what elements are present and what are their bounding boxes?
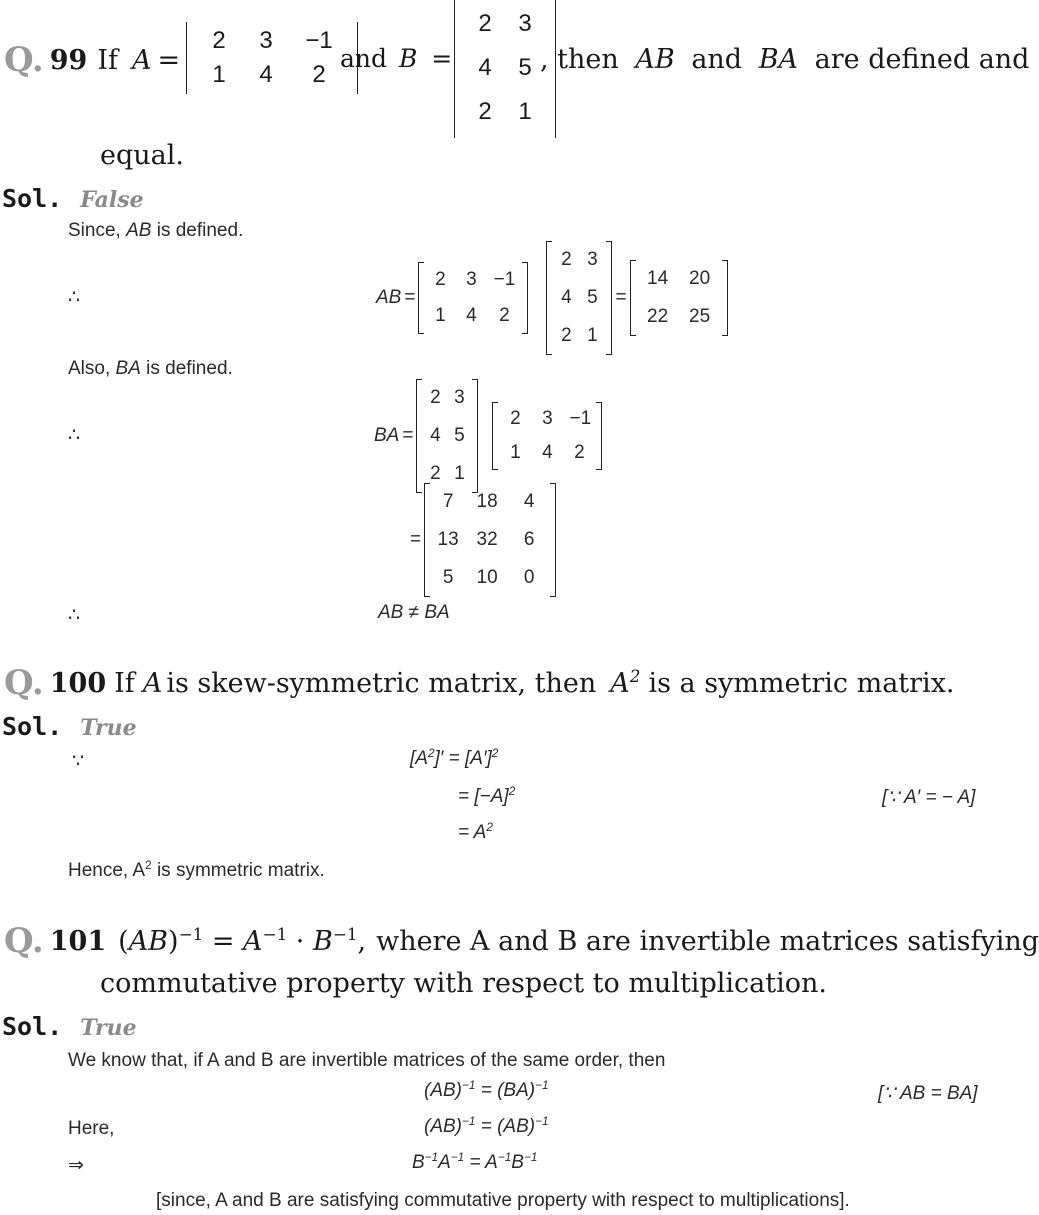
q101-question [4, 916, 1039, 966]
sol100-label: Sol. [2, 712, 63, 741]
matrix-cell: 4 [478, 54, 492, 81]
also-defined: is defined. [146, 358, 233, 379]
ba-product [374, 384, 602, 488]
q101-formula: $(AB)^{-1} = A^{-1} \cdot B^{-1}$, [118, 923, 367, 957]
ab-matrix-2 [546, 241, 612, 355]
ab-product [376, 246, 728, 350]
sol101-reason: [∵ AB = BA] [878, 1083, 978, 1104]
q99-B: B [398, 44, 418, 73]
matrix-cell: 1 [510, 442, 521, 463]
matrix-A-grid [186, 22, 358, 94]
matrix-cell: 2 [499, 305, 510, 326]
q100-number: 100 [49, 667, 107, 699]
q99-matrix-A [186, 22, 358, 94]
matrix-cell: −1 [305, 27, 333, 54]
hence-pre: Hence, A [68, 860, 146, 881]
ba-matrix-result [424, 483, 556, 597]
matrix-cell: 1 [587, 325, 598, 346]
q100-if: If [114, 667, 135, 699]
sol99-verdict: False [80, 187, 144, 213]
q99-if: If [97, 44, 119, 76]
matrix-cell: 4 [542, 442, 553, 463]
q99-eq2: = [431, 44, 453, 73]
matrix-cell: 4 [259, 61, 273, 88]
q99-defined: are defined and [814, 44, 1030, 75]
matrix-cell: 4 [430, 425, 441, 446]
sol101-eq2: (AB)$^{-1}$ = (AB)$^{-1}$ [424, 1114, 549, 1137]
sol100-reason: [∵ A′ = − A] [882, 787, 976, 808]
matrix-cell: 3 [542, 408, 553, 429]
since-AB: AB [126, 220, 152, 241]
sol101-final-note: [since, A and B are satisfying commutative property with respect to multiplications]. [156, 1190, 850, 1211]
matrix-cell: 4 [466, 305, 477, 326]
sol100-line2 [458, 786, 515, 808]
therefore-3: ∴ [68, 605, 81, 626]
sol101-intro: We know that, if A and B are invertible matrices of the same order, then [68, 1050, 666, 1071]
q99-tail [540, 44, 1029, 75]
since-text: Since, [68, 220, 121, 241]
sol101-eq3: $B^{-1}A^{-1} = A^{-1}B^{-1}$ [412, 1150, 538, 1173]
q99-BA: BA [758, 44, 799, 75]
matrix-cell: 2 [561, 325, 572, 346]
ab-eq2: = [615, 287, 627, 308]
matrix-cell: 14 [647, 268, 669, 289]
sol101-implies: ⇒ [68, 1155, 84, 1176]
hence-post: is symmetric matrix. [156, 860, 325, 881]
q101-marker: Q. [4, 921, 44, 961]
q99-and2: and [691, 44, 743, 75]
hence-exp: 2 [145, 858, 152, 872]
q101-line2: commutative property with respect to multiplication. [100, 968, 827, 999]
matrix-cell: 7 [442, 491, 454, 512]
matrix-cell: 1 [212, 61, 226, 88]
matrix-cell: 3 [259, 27, 273, 54]
ba-matrix-1 [416, 379, 478, 493]
matrix-cell: 22 [647, 306, 669, 327]
q99-and: and [340, 44, 388, 73]
matrix-cell: 2 [435, 269, 446, 290]
sol100-header [2, 712, 137, 741]
l2-exp: 2 [508, 784, 516, 798]
q100-A2 [610, 665, 641, 699]
l3-exp: 2 [486, 820, 493, 834]
matrix-cell: 2 [478, 98, 492, 125]
q99-then: , then [540, 44, 619, 75]
therefore-1: ∴ [68, 287, 81, 308]
sol101-header [2, 1012, 137, 1041]
matrix-cell: 2 [212, 27, 226, 54]
matrix-cell: 2 [312, 61, 326, 88]
matrix-cell: 3 [454, 387, 465, 408]
l1-lhs: [A [410, 748, 428, 769]
because: ∵ [72, 751, 85, 772]
matrix-cell: 5 [442, 567, 454, 588]
matrix-cell: 3 [518, 10, 532, 37]
q100-A2-exp: 2 [629, 665, 641, 686]
matrix-cell: 6 [523, 529, 535, 550]
also-text: Also, [68, 358, 111, 379]
matrix-cell: 5 [454, 425, 465, 446]
matrix-cell: 4 [523, 491, 535, 512]
since-defined: is defined. [156, 220, 244, 241]
matrix-cell: 25 [689, 306, 711, 327]
matrix-cell: 32 [476, 529, 498, 550]
q99-AB: AB [635, 44, 675, 75]
l1-exp1: 2 [427, 746, 435, 760]
matrix-cell: 2 [561, 249, 572, 270]
l3-text: = A [458, 822, 487, 843]
sol100-line1 [410, 748, 498, 770]
matrix-cell: −1 [569, 408, 592, 429]
q99-line2: equal. [100, 140, 184, 171]
sol100-verdict: True [80, 715, 137, 741]
q99-and-B [340, 44, 452, 73]
matrix-cell: 3 [587, 249, 598, 270]
matrix-cell: 1 [454, 463, 465, 484]
sol101-verdict: True [80, 1015, 137, 1041]
matrix-cell: 5 [587, 287, 598, 308]
therefore-2: ∴ [68, 425, 81, 446]
q99-marker: Q. [4, 40, 44, 80]
sol100-line3 [458, 822, 493, 844]
matrix-cell: 5 [518, 54, 532, 81]
sol100-hence [68, 860, 325, 882]
ab-eq1: = [404, 287, 416, 308]
q101-number: 101 [49, 925, 107, 957]
matrix-cell: 10 [476, 567, 498, 588]
matrix-cell: 3 [466, 269, 477, 290]
matrix-cell: 13 [437, 529, 459, 550]
q99-A: A [132, 44, 152, 76]
matrix-cell: 18 [476, 491, 498, 512]
l2-text: = [−A] [458, 786, 509, 807]
matrix-cell: 2 [430, 463, 441, 484]
q100-question [4, 658, 955, 708]
sol99-header [2, 184, 144, 213]
matrix-cell: 2 [430, 387, 441, 408]
l1-exp2: 2 [491, 746, 499, 760]
q99-number: 99 [49, 44, 88, 76]
ba-lhs: BA [374, 425, 400, 446]
ba-eq1: = [402, 425, 414, 446]
ab-matrix-result [630, 260, 728, 336]
sol101-here: Here, [68, 1118, 115, 1139]
ab-lhs: AB [376, 287, 402, 308]
q100-A: A [142, 667, 163, 699]
sol99-since [68, 220, 243, 242]
matrix-cell: 2 [478, 10, 492, 37]
sol101-eq1: (AB)$^{-1}$ = (BA)$^{-1}$ [424, 1078, 549, 1101]
matrix-cell: 4 [561, 287, 572, 308]
matrix-cell: −1 [493, 269, 516, 290]
ba-matrix-2 [492, 402, 602, 470]
q99-question [4, 30, 180, 90]
matrix-cell: 0 [523, 567, 535, 588]
ba-result [410, 488, 556, 592]
matrix-cell: 2 [510, 408, 521, 429]
sol99-also [68, 358, 233, 380]
matrix-cell: 20 [689, 268, 711, 289]
ab-not-equal-ba: AB ≠ BA [378, 602, 450, 623]
q100-A2-base: A [610, 667, 630, 699]
sol101-label: Sol. [2, 1012, 63, 1041]
matrix-cell: 1 [435, 305, 446, 326]
ba-eq2: = [410, 529, 422, 550]
matrix-cell: 1 [518, 98, 532, 125]
q101-line1: where A and B are invertible matrices satisfying [376, 925, 1039, 957]
q100-post: is a symmetric matrix. [648, 667, 955, 699]
sol99-label: Sol. [2, 184, 63, 213]
ab-matrix-1 [418, 262, 528, 334]
q99-eq: = [157, 44, 181, 76]
also-BA: BA [115, 358, 141, 379]
matrix-cell: 2 [574, 442, 585, 463]
l1-mid: ]′ = [A′] [434, 748, 492, 769]
q100-mid: is skew-symmetric matrix, then [166, 667, 597, 699]
q100-marker: Q. [4, 663, 44, 703]
